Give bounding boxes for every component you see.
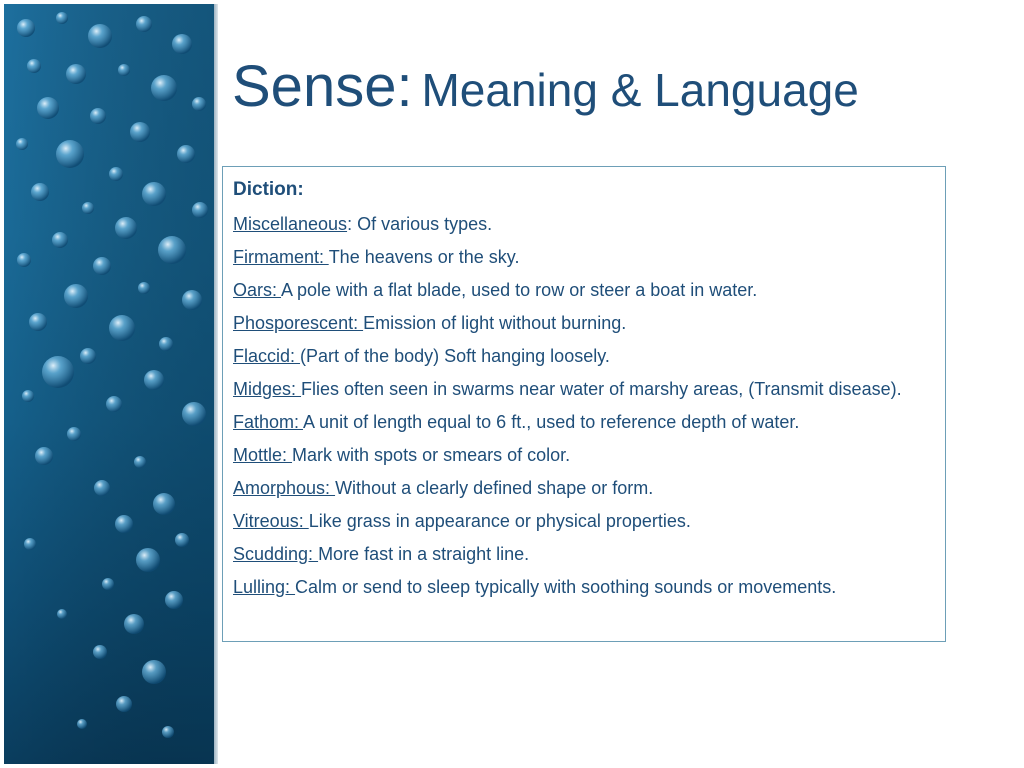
entry-definition: Calm or send to sleep typically with soothing sounds or movements.: [295, 577, 837, 597]
entry-term: Lulling:: [233, 577, 296, 597]
entry-term: Scudding:: [233, 544, 319, 564]
entry-term: Midges:: [233, 379, 302, 399]
entry-term: Phosporescent:: [233, 313, 364, 333]
entry-firmament: [233, 244, 945, 270]
entry-definition: : Of various types.: [347, 214, 493, 234]
entry-definition: More fast in a straight line.: [318, 544, 530, 564]
panel-edge-shadow: [214, 4, 218, 764]
diction-heading: Diction:: [233, 179, 304, 200]
entry-midges: [233, 376, 945, 402]
entry-oars: [233, 277, 945, 303]
entry-definition: (Part of the body) Soft hanging loosely.: [300, 346, 610, 366]
entry-fathom: [233, 409, 945, 435]
entry-term: Firmament:: [233, 247, 329, 267]
title-main: Sense:: [232, 54, 413, 119]
entry-scudding: [233, 541, 945, 567]
entry-term: Fathom:: [233, 412, 304, 432]
bubbles-graphic: [4, 4, 214, 764]
entry-definition: Like grass in appearance or physical properties.: [308, 511, 691, 531]
entry-phosporescent: [233, 310, 945, 336]
entry-term: Amorphous:: [233, 478, 336, 498]
entry-lulling: [233, 574, 945, 600]
entry-definition: Emission of light without burning.: [363, 313, 627, 333]
entry-term: Oars:: [233, 280, 282, 300]
entry-definition: Mark with spots or smears of color.: [292, 445, 571, 465]
entry-amorphous: [233, 475, 945, 501]
entry-definition: A unit of length equal to 6 ft., used to reference depth of water.: [303, 412, 800, 432]
entry-term: Flaccid:: [233, 346, 301, 366]
entry-vitreous: [233, 508, 945, 534]
diction-content-box: [222, 166, 946, 642]
water-bubbles-image: [4, 4, 214, 764]
entry-mottle: [233, 442, 945, 468]
entry-term: Miscellaneous: [233, 214, 348, 234]
entry-definition: Flies often seen in swarms near water of marshy areas, (Transmit disease).: [301, 379, 902, 399]
title-subtitle: Meaning & Language: [421, 64, 859, 116]
entry-miscellaneous: [233, 211, 945, 237]
entry-definition: The heavens or the sky.: [328, 247, 520, 267]
entry-definition: A pole with a flat blade, used to row or steer a boat in water.: [281, 280, 758, 300]
entry-definition: Without a clearly defined shape or form.: [335, 478, 654, 498]
entry-term: Mottle:: [233, 445, 293, 465]
slide-title: [232, 54, 859, 119]
entry-flaccid: [233, 343, 945, 369]
entry-term: Vitreous:: [233, 511, 309, 531]
